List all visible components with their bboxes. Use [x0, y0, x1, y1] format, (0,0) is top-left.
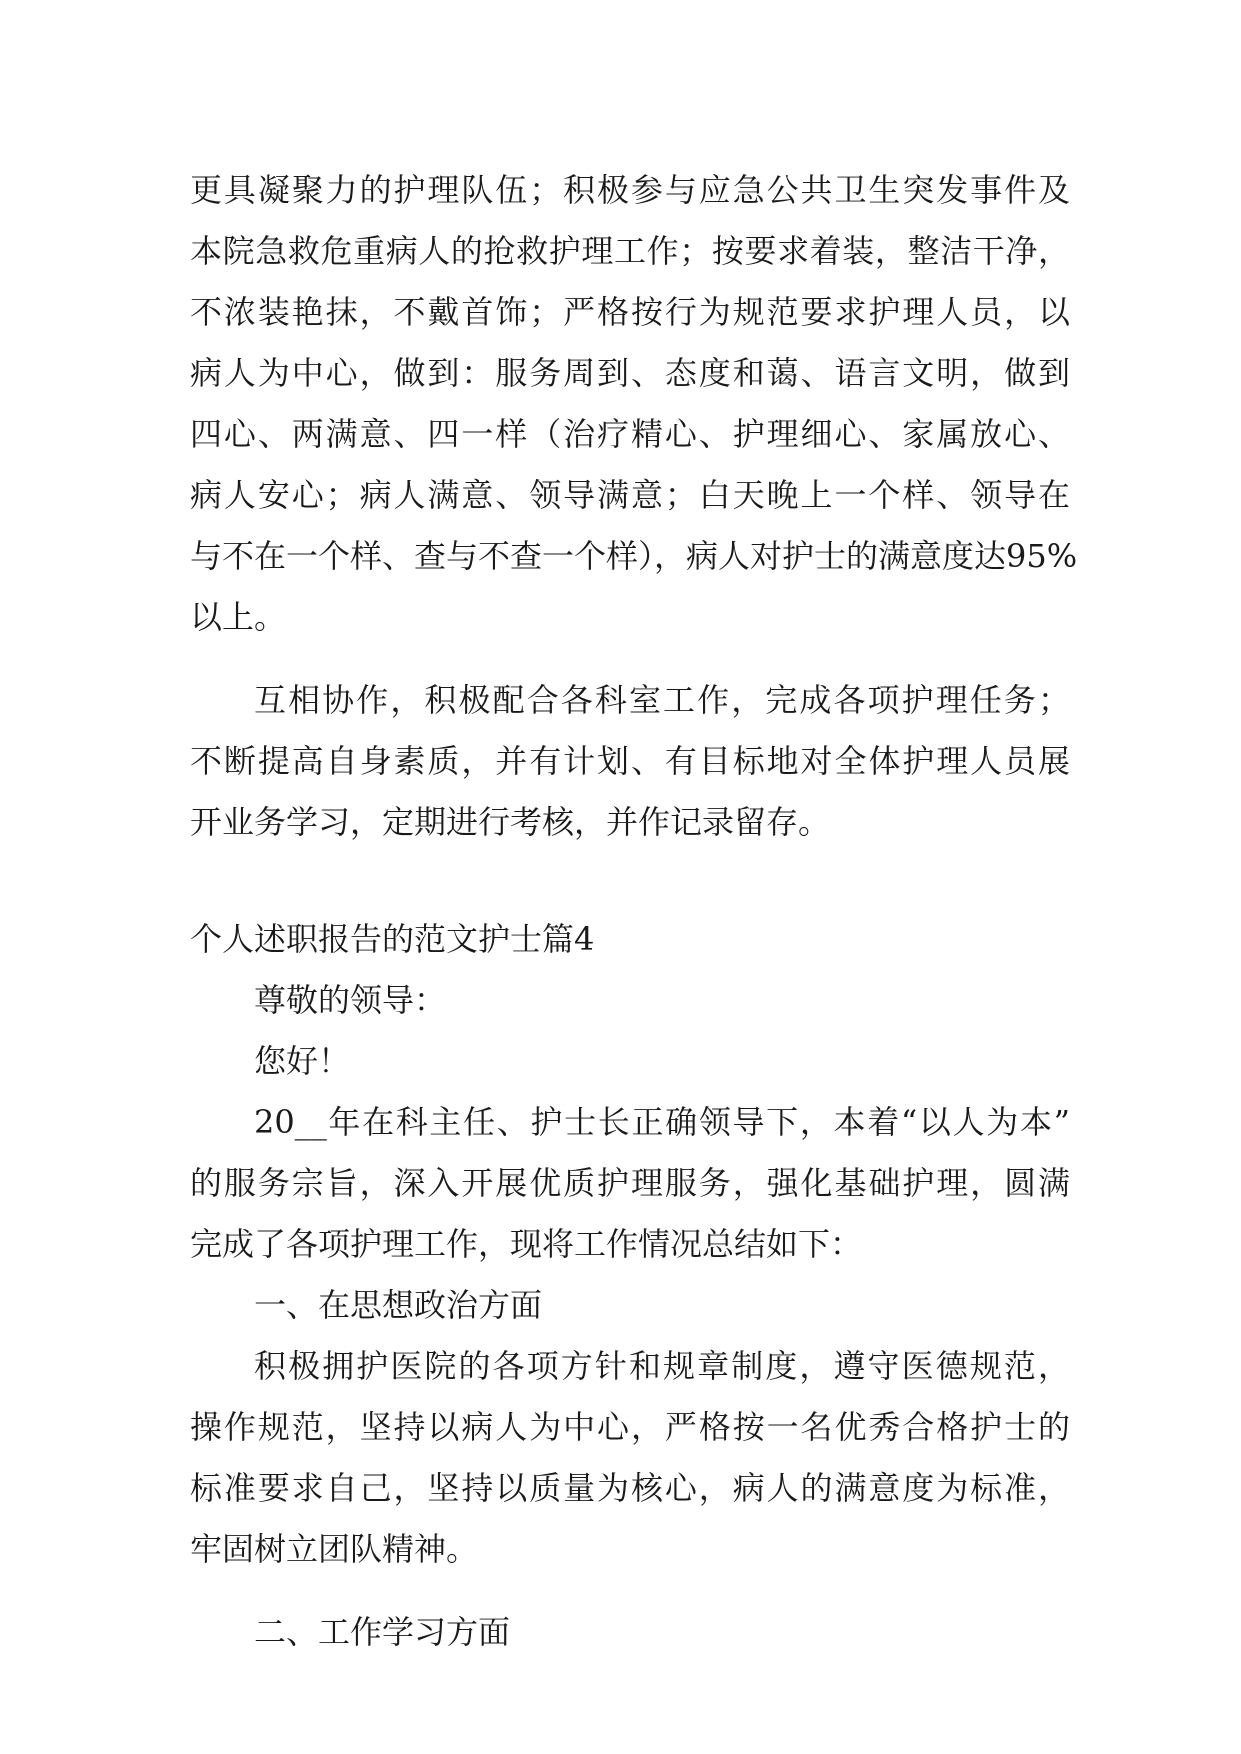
- paragraph-3: [190, 1092, 1070, 1275]
- text-line: 牢固树立团队精神。: [190, 1530, 479, 1568]
- text-line: 病人安心；病人满意、领导满意；白天晚上一个样、领导在: [190, 476, 1070, 514]
- paragraph-4: [190, 1336, 1070, 1580]
- text-line: 与不在一个样、查与不查一个样），病人对护士的满意度达95%: [190, 537, 1078, 575]
- paragraph-1: [190, 160, 1078, 648]
- text-line: 四心、两满意、四一样（治疗精心、护理细心、家属放心、: [190, 415, 1070, 453]
- text-line: 更具凝聚力的护理队伍；积极参与应急公共卫生突发事件及: [190, 171, 1070, 209]
- text-line: 20__年在科主任、护士长正确领导下，本着“以人为本”: [254, 1103, 1070, 1141]
- text-line: 操作规范，坚持以病人为中心，严格按一名优秀合格护士的: [190, 1408, 1070, 1446]
- text-line: 不断提高自身素质，并有计划、有目标地对全体护理人员展: [190, 742, 1070, 780]
- document-body: [190, 160, 1078, 1663]
- text-line: 不浓装艳抹，不戴首饰；严格按行为规范要求护理人员，以: [190, 293, 1070, 331]
- text-line: 以上。: [190, 598, 287, 636]
- text-line: 的服务宗旨，深入开展优质护理服务，强化基础护理，圆满: [190, 1164, 1070, 1202]
- salutation: 尊敬的领导：: [254, 981, 447, 1019]
- text-line: 开业务学习，定期进行考核，并作记录留存。: [190, 803, 831, 841]
- subheading-politics: 一、在思想政治方面: [254, 1286, 543, 1324]
- subheading-work-study: 二、工作学习方面: [254, 1613, 511, 1651]
- paragraph-2: [190, 670, 1070, 853]
- text-line: 本院急救危重病人的抢救护理工作；按要求着装，整洁干净，: [190, 232, 1070, 270]
- text-line: 完成了各项护理工作，现将工作情况总结如下：: [190, 1225, 863, 1263]
- text-line: 积极拥护医院的各项方针和规章制度，遵守医德规范，: [254, 1347, 1070, 1385]
- section-title: 个人述职报告的范文护士篇4: [190, 920, 595, 958]
- greeting: 您好！: [254, 1042, 351, 1080]
- text-line: 病人为中心，做到：服务周到、态度和蔼、语言文明，做到: [190, 354, 1070, 392]
- text-line: 标准要求自己，坚持以质量为核心，病人的满意度为标准，: [190, 1469, 1070, 1507]
- text-line: 互相协作，积极配合各科室工作，完成各项护理任务；: [254, 681, 1070, 719]
